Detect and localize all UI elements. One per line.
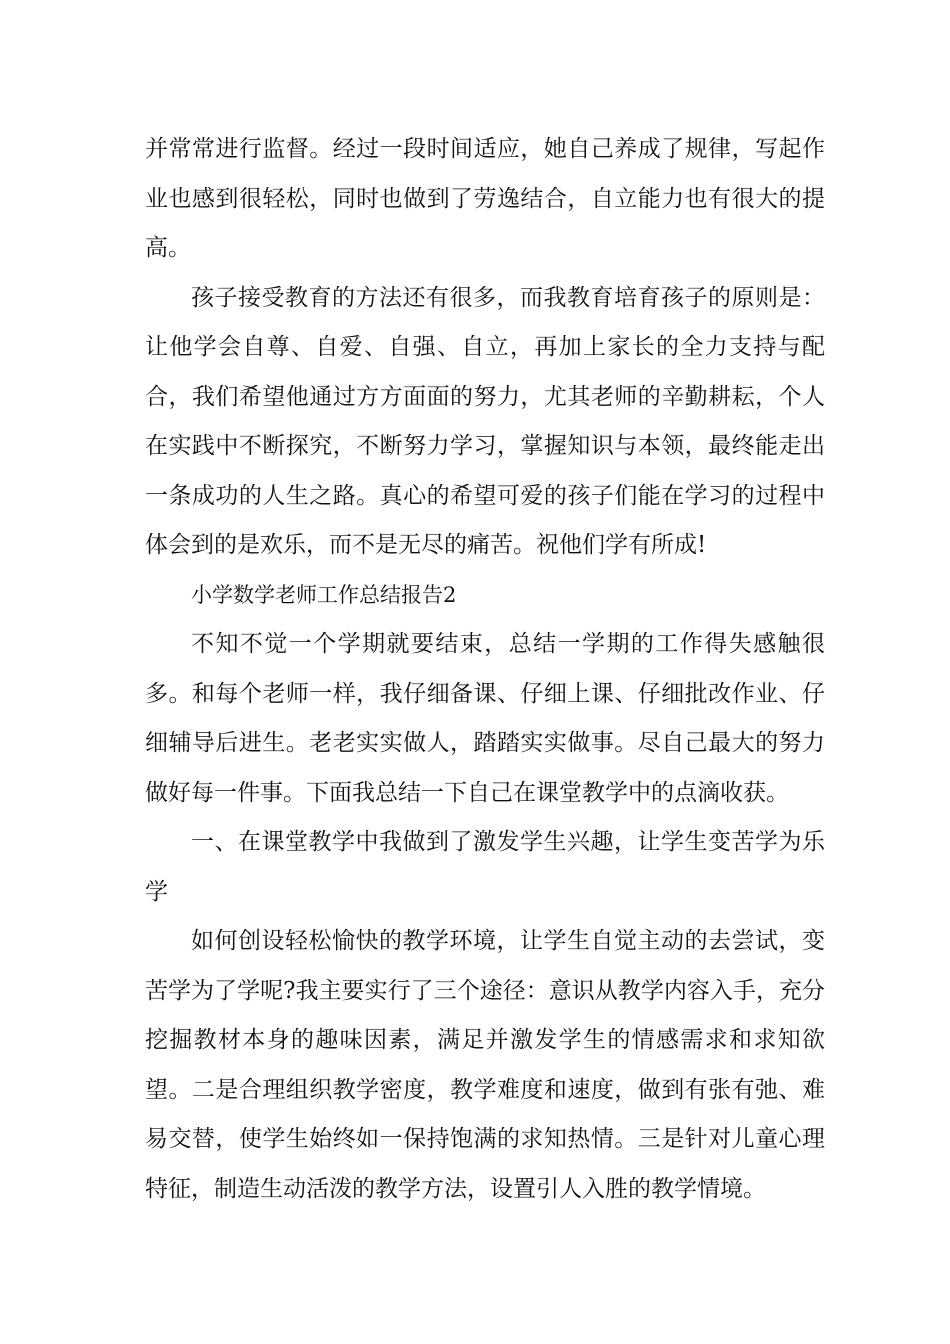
- document-body: [145, 125, 825, 1214]
- paragraph-semester-intro: 不知不觉一个学期就要结束，总结一学期的工作得失感触很多。和每个老师一样，我仔细备课、仔细上课、仔细批改作业、仔细辅导后进生。老老实实做人，踏踏实实做事。尽自己最大的努力做好每一件事。下面我总结一下自己在课堂教学中的点滴收获。: [145, 631, 825, 806]
- section-heading-interest: 一、在课堂教学中我做到了激发学生兴趣，让学生变苦学为乐学: [145, 829, 825, 905]
- paragraph-continuation: 并常常进行监督。经过一段时间适应，她自己养成了规律，写起作业也感到很轻松，同时也做到了劳逸结合，自立能力也有很大的提高。: [145, 136, 825, 261]
- section-title-report-2: 小学数学老师工作总结报告2: [191, 582, 457, 607]
- paragraph-parenting-principles: 孩子接受教育的方法还有很多，而我教育培育孩子的原则是：让他学会自尊、自爱、自强、自立，再加上家长的全力支持与配合，我们希望他通过方方面面的努力，尤其老师的辛勤耕耘，个人在实践中不断探究，不断努力学习，掌握知识与本领，最终能走出一条成功的人生之路。真心的希望可爱的孩子们能在学习的过程中体会到的是欢乐，而不是无尽的痛苦。祝他们学有所成!: [145, 284, 825, 558]
- paragraph-teaching-methods: 如何创设轻松愉快的教学环境，让学生自觉主动的去尝试，变苦学为了学呢?我主要实行了三个途径：意识从教学内容入手，充分挖掘教材本身的趣味因素，满足并激发学生的情感需求和求知欲望。二是合理组织教学密度，教学难度和速度，做到有张有弛、难易交替，使学生始终如一保持饱满的求知热情。三是针对儿童心理特征，制造生动活泼的教学方法，设置引人入胜的教学情境。: [145, 928, 825, 1202]
